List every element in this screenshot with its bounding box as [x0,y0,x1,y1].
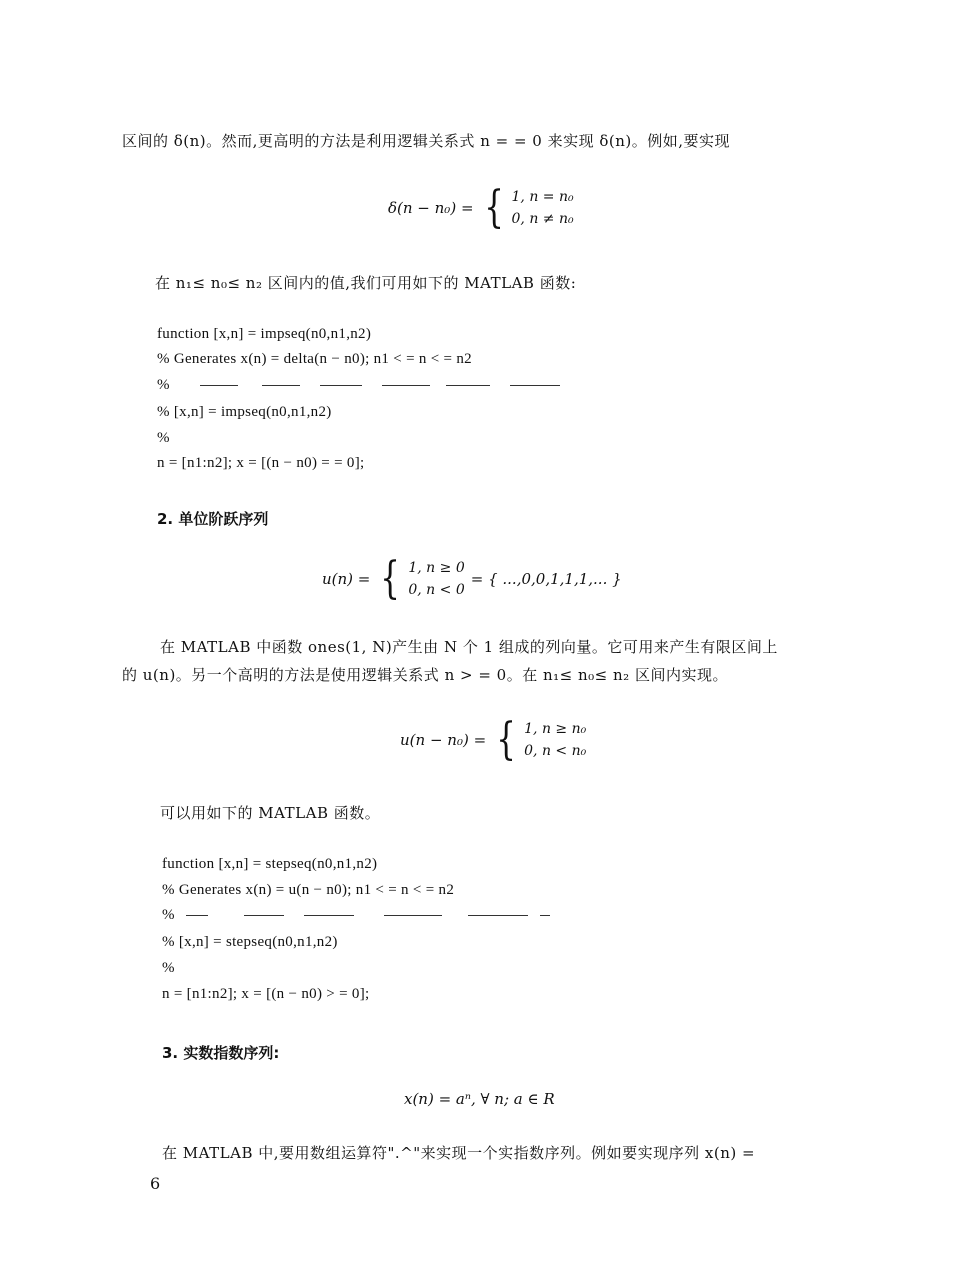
brace-symbol: { [483,182,504,233]
equation-delta-shift [388,182,574,233]
separator-dash [244,915,284,916]
code-line: % [x,n] = stepseq(n0,n1,n2) [162,934,338,950]
equation-real-exponential: x(n) = aⁿ, ∀ n; a ∈ R [404,1090,555,1108]
separator-dash [382,385,430,386]
brace-symbol: { [496,714,516,765]
code-line: % Generates x(n) = u(n − n0); n1 < = n < = n2 [162,882,455,898]
section-heading-real-exponential: 3. 实数指数序列: [162,1044,280,1062]
code-line: n = [n1:n2]; x = [(n − n0) = = 0]; [157,455,365,471]
separator-dash [446,385,490,386]
code-line: % Generates x(n) = delta(n − n0); n1 < = n < = n2 [157,351,472,367]
intro-line: 区间的 δ(n)。然而,更高明的方法是利用逻辑关系式 n = = 0 来实现 δ(n)。例如,要实现 [122,132,731,150]
case-two: 0, n ≠ n₀ [511,211,574,227]
code-line: % [157,377,170,393]
separator-dash [262,385,300,386]
separator-dash [468,915,528,916]
equation-lhs: u(n − n₀) = [400,731,487,749]
separator-dash [510,385,560,386]
code-line: function [x,n] = stepseq(n0,n1,n2) [162,856,378,872]
equation-step-shift [400,714,587,765]
equation-lhs: u(n) = [322,570,371,588]
code-line: % [x,n] = impseq(n0,n1,n2) [157,404,332,420]
section-heading-unit-step: 2. 单位阶跃序列 [157,510,269,528]
separator-dash [384,915,442,916]
case-two: 0, n < n₀ [524,743,587,759]
equation-cases [408,560,464,598]
separator-dash [200,385,238,386]
separator-dash [540,915,550,916]
separator-dash [304,915,354,916]
equation-cases [524,721,586,759]
code-line: % [162,960,175,976]
case-one: 1, n = n₀ [511,189,574,205]
paragraph-exponential-intro: 在 MATLAB 中,要用数组运算符".^"来实现一个实指数序列。例如要实现序列 x(n) = [162,1144,756,1162]
brace-symbol: { [380,553,401,604]
equation-cases [512,189,574,227]
code-line: % [157,430,170,446]
code-line: function [x,n] = impseq(n0,n1,n2) [157,326,372,342]
paragraph-ones-line2: 的 u(n)。另一个高明的方法是使用逻辑关系式 n > = 0。在 n₁≤ n₀≤ n₂ 区间内实现。 [122,666,728,684]
code-line: % [162,907,175,923]
separator-dash [186,915,208,916]
equation-unit-step [322,553,622,604]
case-one: 1, n ≥ 0 [408,560,465,576]
paragraph-impseq-intro: 在 n₁≤ n₀≤ n₂ 区间内的值,我们可用如下的 MATLAB 函数: [155,274,577,292]
equation-lhs: δ(n − n₀) = [388,199,474,217]
separator-dash [320,385,362,386]
paragraph-stepseq-intro: 可以用如下的 MATLAB 函数。 [160,804,381,822]
page-number: 6 [150,1174,161,1193]
equation-rhs: = { ...,0,0,1,1,1,... } [470,570,622,588]
code-line: n = [n1:n2]; x = [(n − n0) > = 0]; [162,986,370,1002]
case-one: 1, n ≥ n₀ [524,721,587,737]
paragraph-ones-line1: 在 MATLAB 中函数 ones(1, N)产生由 N 个 1 组成的列向量。它可用来产生有限区间上 [160,638,778,656]
case-two: 0, n < 0 [408,582,465,598]
